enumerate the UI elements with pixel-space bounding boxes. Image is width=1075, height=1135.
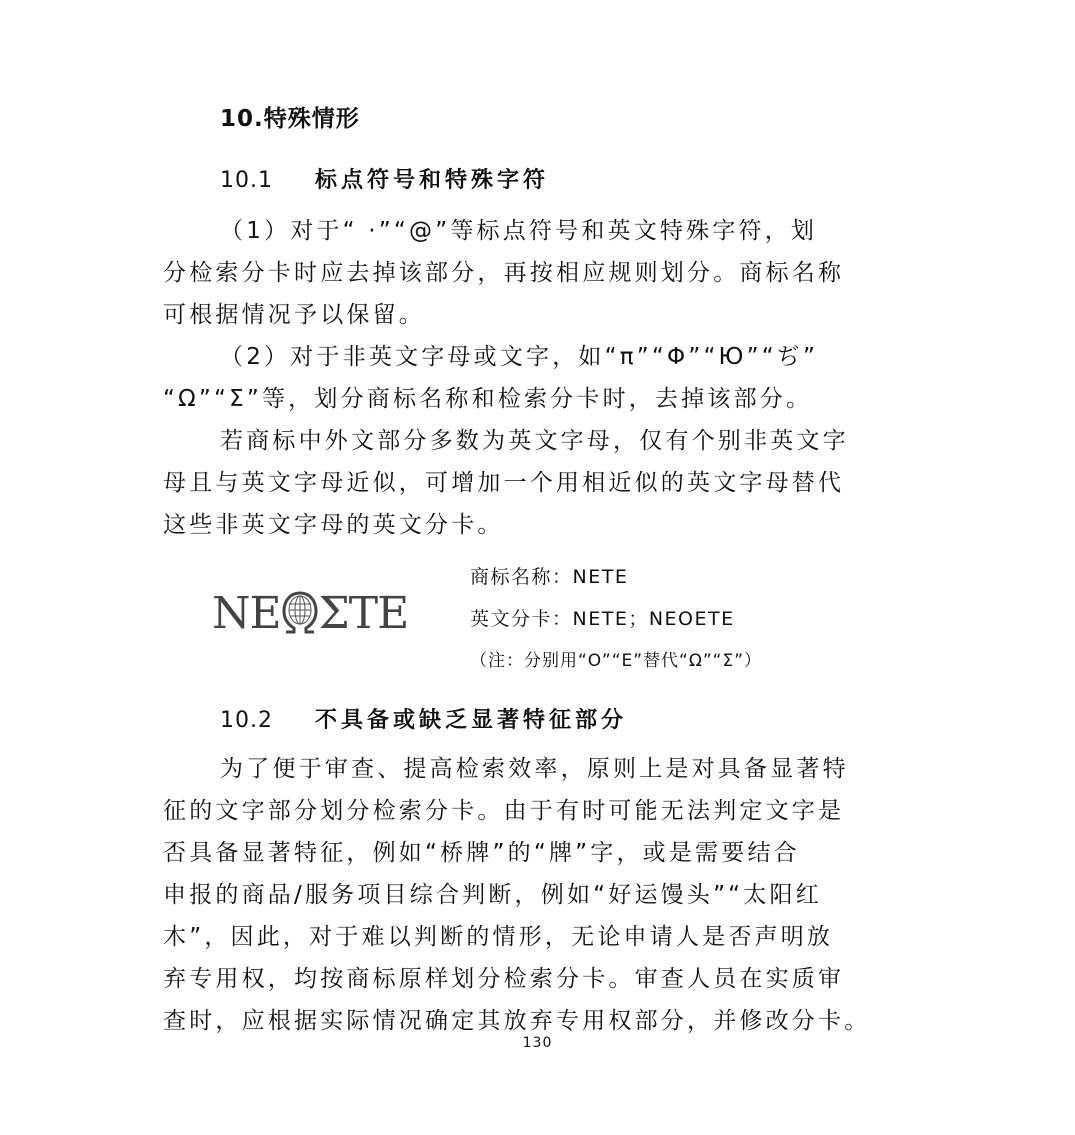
paragraph-punctuation <box>163 210 911 336</box>
subsection-number: 10.2 <box>220 708 273 733</box>
paragraph-line: 分检索分卡时应去掉该部分，再按相应规则划分。商标名称 <box>163 260 845 286</box>
subsection-heading-10-1 <box>220 163 549 194</box>
page-number: 130 <box>522 1035 553 1051</box>
english-card-line: 英文分卡：NETE；NEOETE <box>470 608 735 630</box>
logo-text-prefix: NE <box>212 588 281 639</box>
paragraph-non-english <box>163 336 911 420</box>
paragraph-line: “Ω”“Σ”等，划分商标名称和检索分卡时，去掉该部分。 <box>163 386 813 412</box>
subsection-number: 10.1 <box>220 168 273 193</box>
trademark-logo <box>212 588 409 640</box>
paragraph-line: 征的文字部分划分检索分卡。由于有时可能无法判定文字是 <box>163 798 845 824</box>
trademark-example-info <box>470 556 762 682</box>
paragraph-distinctiveness <box>163 748 911 1042</box>
subsection-heading-10-2 <box>220 703 627 734</box>
paragraph-line: 若商标中外文部分多数为英文字母，仅有个别非英文字 <box>220 428 849 454</box>
paragraph-line: （1）对于“ ·”“@”等标点符号和英文特殊字符，划 <box>220 218 818 244</box>
section-heading: 10.特殊情形 <box>220 106 360 132</box>
subsection-title: 不具备或缺乏显著特征部分 <box>315 708 628 733</box>
paragraph-substitution <box>163 420 911 546</box>
paragraph-line: 申报的商品/服务项目综合判断，例如“好运馒头”“太阳红 <box>163 882 822 908</box>
trademark-name-line: 商标名称：NETE <box>470 566 629 588</box>
paragraph-line: 查时，应根据实际情况确定其放弃专用权部分，并修改分卡。 <box>163 1008 871 1034</box>
paragraph-line: 木”，因此，对于难以判断的情形，无论申请人是否声明放 <box>163 924 834 950</box>
logo-text-suffix: ΣTE <box>318 588 409 639</box>
omega-globe-icon <box>281 588 319 640</box>
paragraph-line: 否具备显著特征，例如“桥牌”的“牌”字，或是需要结合 <box>163 840 800 866</box>
paragraph-line: 这些非英文字母的英文分卡。 <box>163 512 504 538</box>
paragraph-line: （2）对于非英文字母或文字，如“π”“Φ”“Ю”“ぢ” <box>220 344 819 370</box>
paragraph-line: 为了便于审查、提高检索效率，原则上是对具备显著特 <box>220 756 849 782</box>
example-note: （注：分别用“O”“E”替代“Ω”“Σ”） <box>470 651 763 671</box>
paragraph-line: 可根据情况予以保留。 <box>163 302 425 328</box>
paragraph-line: 弃专用权，均按商标原样划分检索分卡。审查人员在实质审 <box>163 966 845 992</box>
paragraph-line: 母且与英文字母近似，可增加一个用相近似的英文字母替代 <box>163 470 845 496</box>
subsection-title: 标点符号和特殊字符 <box>315 168 550 193</box>
